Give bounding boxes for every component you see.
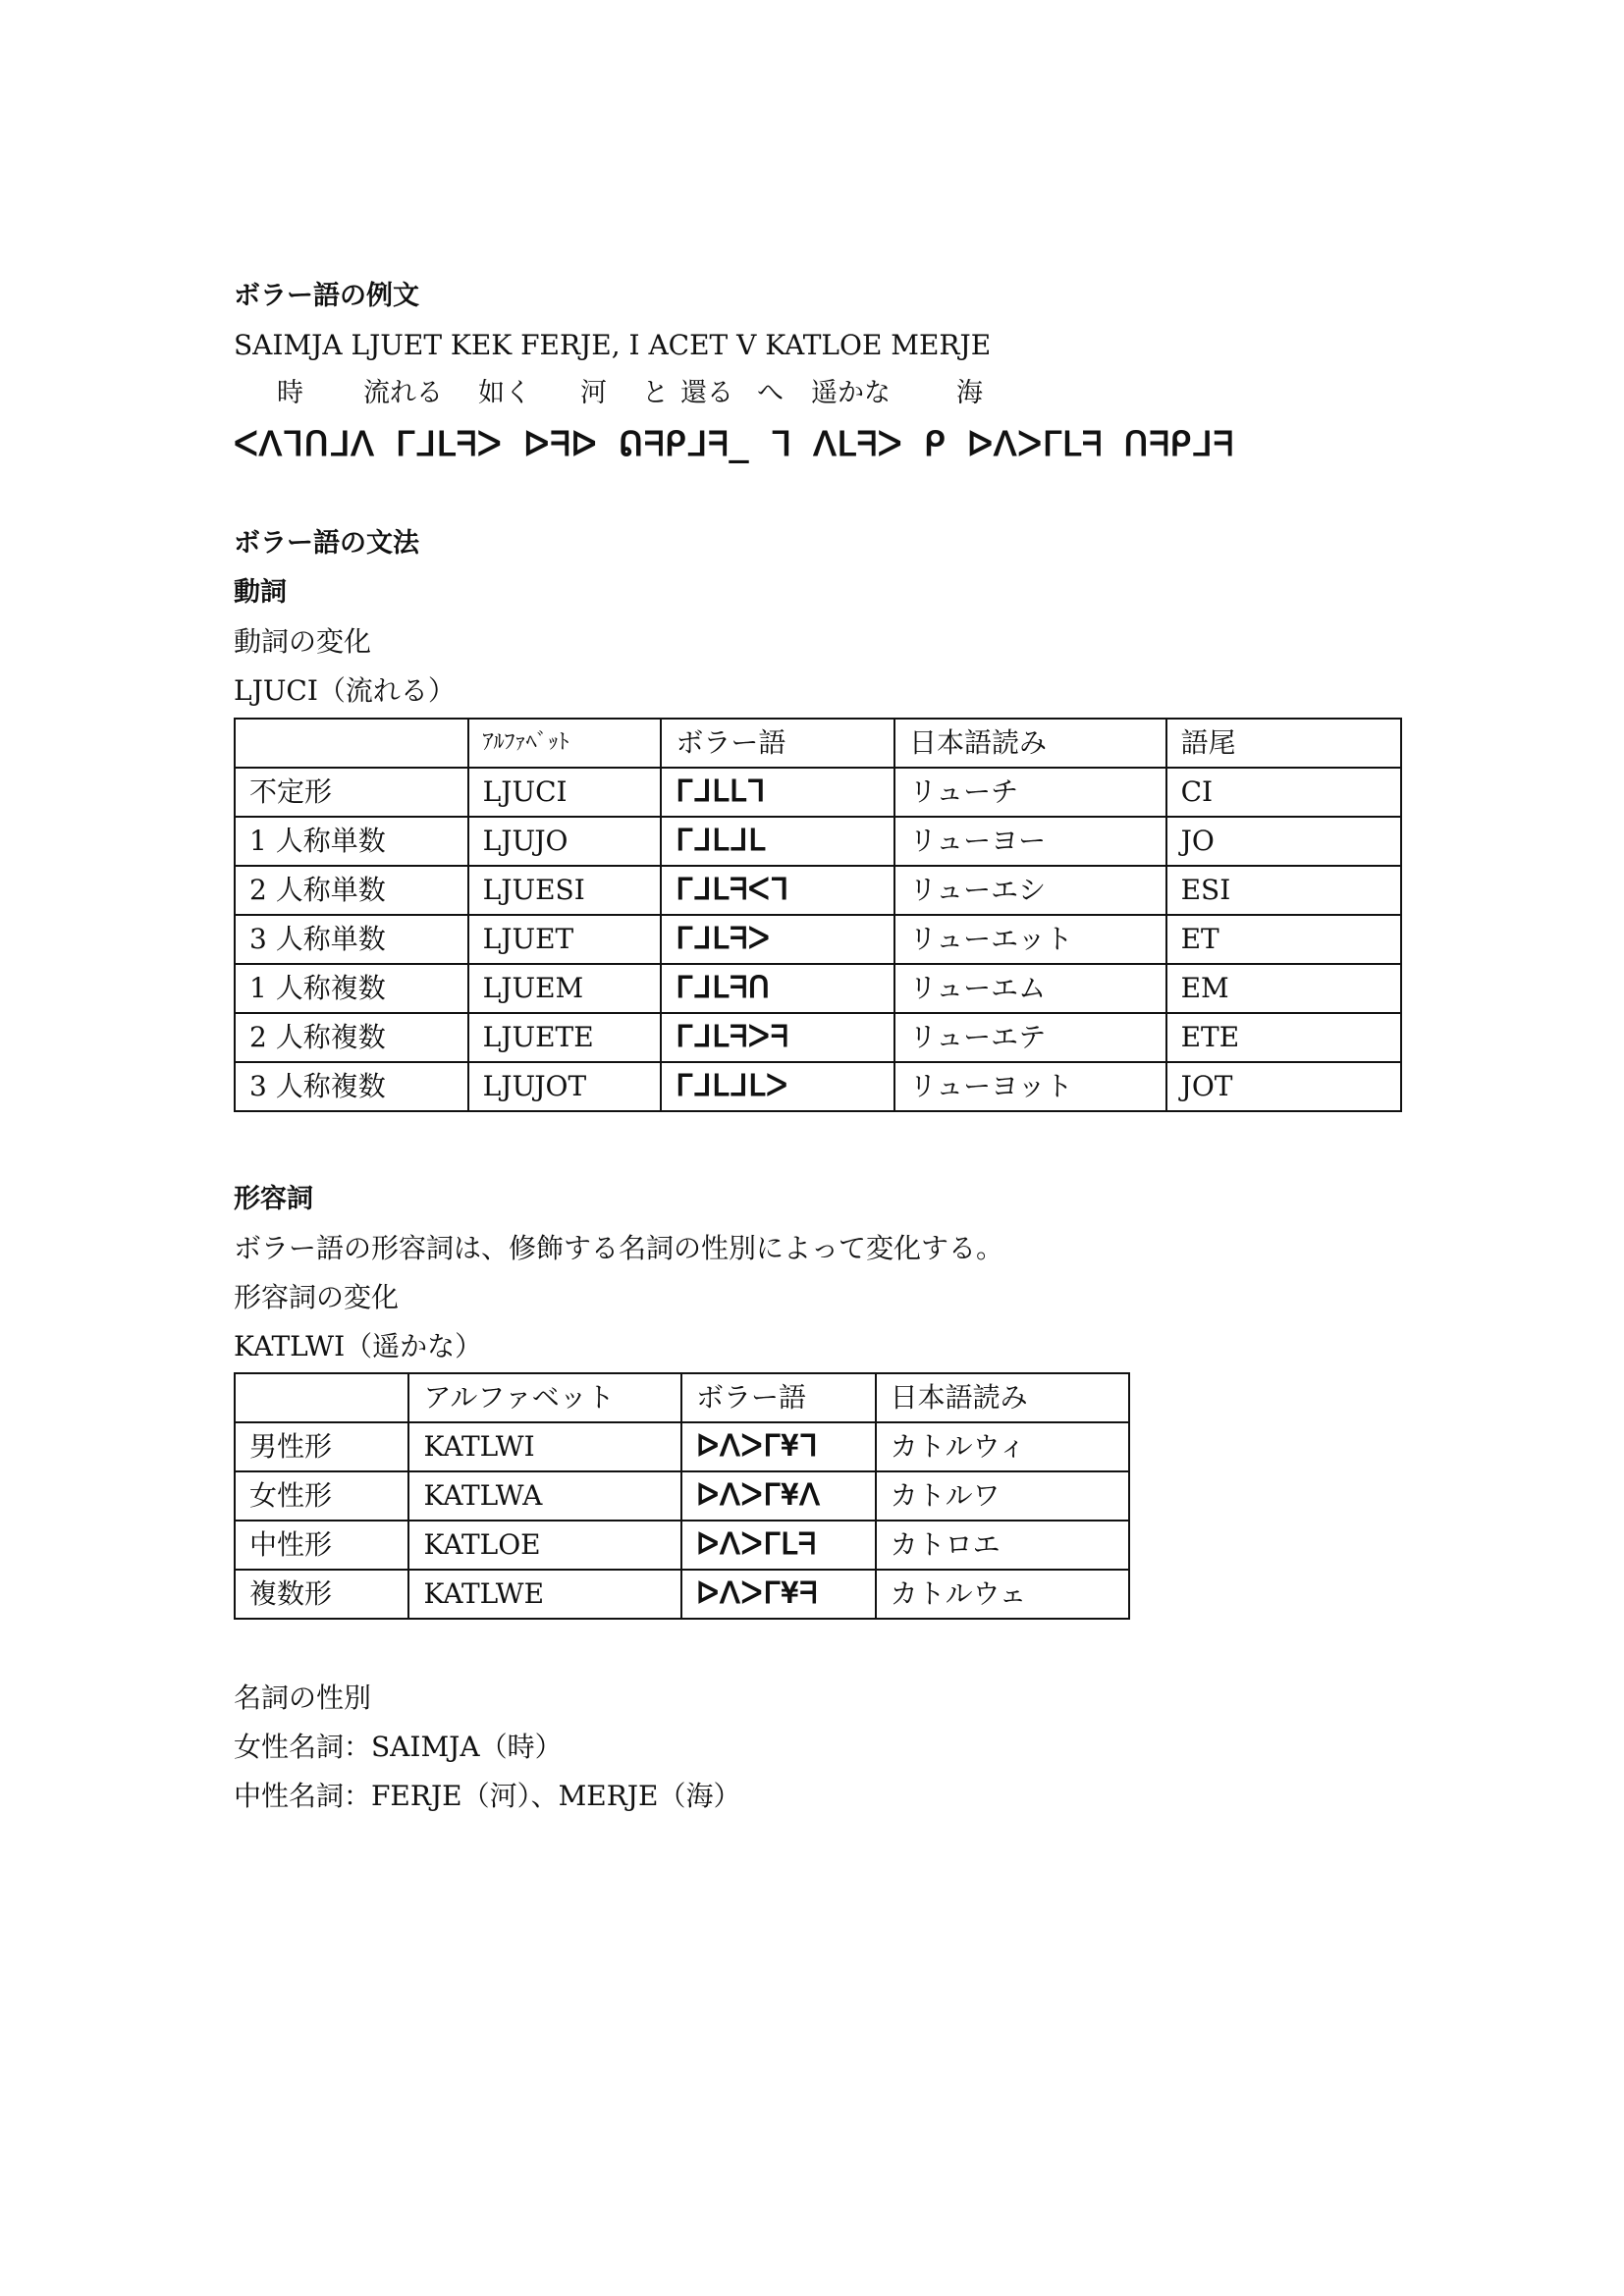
adj-heading: 形容詞: [234, 1184, 313, 1214]
table-row: [235, 866, 1401, 915]
alphabet-cell: LJUET: [468, 915, 662, 964]
table-row: [235, 1062, 1401, 1111]
reading-cell: リューヨー: [894, 817, 1166, 866]
alphabet-cell: LJUETE: [468, 1013, 662, 1062]
gloss-word: と: [642, 378, 669, 408]
bora-script-cell: ᐅᐱᐳᒥ¥ᐱ: [681, 1471, 876, 1521]
alphabet-cell: KATLOE: [408, 1521, 681, 1570]
header-cell: ｱﾙﾌｧﾍﾞｯﾄ: [468, 719, 662, 768]
grammar-heading: ボラー語の文法: [234, 528, 419, 559]
ending-cell: ET: [1166, 915, 1401, 964]
table-header-row: [235, 1373, 1129, 1422]
bora-script-cell: ᒥᒧᒪᖷᐸᒣ: [661, 866, 894, 915]
reading-cell: カトロエ: [876, 1521, 1129, 1570]
alphabet-cell: LJUESI: [468, 866, 662, 915]
form-cell: 女性形: [235, 1471, 408, 1521]
alphabet-cell: KATLWA: [408, 1471, 681, 1521]
verb-conjugation-table: [234, 718, 1402, 1112]
adj-example: KATLWI（遥かな）: [234, 1330, 483, 1362]
ending-cell: CI: [1166, 768, 1401, 817]
form-cell: 2 人称単数: [235, 866, 468, 915]
gloss-word: 還る: [680, 378, 733, 408]
form-cell: 1 人称単数: [235, 817, 468, 866]
gloss-word: 河: [580, 378, 607, 408]
ending-cell: ETE: [1166, 1013, 1401, 1062]
bora-script-cell: ᒥᒧᒪᒧᒪ: [661, 817, 894, 866]
adjective-inflection-table: [234, 1372, 1130, 1620]
bora-script-cell: ᒥᒧᒪᒧᒪᐳ: [661, 1062, 894, 1111]
reading-cell: リューエット: [894, 915, 1166, 964]
alphabet-cell: LJUEM: [468, 964, 662, 1013]
bora-script-cell: ᐅᐱᐳᒥᒪᖷ: [681, 1521, 876, 1570]
ending-cell: EM: [1166, 964, 1401, 1013]
noun-gender-heading: 名詞の性別: [234, 1682, 372, 1714]
verb-heading: 動詞: [234, 577, 287, 608]
verb-subheading: 動詞の変化: [234, 625, 372, 658]
table-row: [235, 1521, 1129, 1570]
gloss-word: 如く: [478, 378, 531, 408]
form-cell: 複数形: [235, 1570, 408, 1619]
header-cell: [235, 1373, 408, 1422]
form-cell: 3 人称複数: [235, 1062, 468, 1111]
gloss-word: 遥かな: [811, 378, 891, 408]
verb-example: LJUCI（流れる）: [234, 674, 456, 707]
gloss-word: 流れる: [363, 378, 443, 408]
gloss-word: 時: [277, 378, 303, 408]
header-cell: ボラー語: [681, 1373, 876, 1422]
alphabet-cell: KATLWE: [408, 1570, 681, 1619]
gloss-word: へ: [757, 378, 784, 408]
ending-cell: JOT: [1166, 1062, 1401, 1111]
table-row: [235, 1013, 1401, 1062]
reading-cell: カトルウィ: [876, 1422, 1129, 1471]
bora-script-cell: ᐅᐱᐳᒥ¥ᖷ: [681, 1570, 876, 1619]
alphabet-cell: LJUCI: [468, 768, 662, 817]
alphabet-cell: LJUJOT: [468, 1062, 662, 1111]
header-cell: [235, 719, 468, 768]
form-cell: 中性形: [235, 1521, 408, 1570]
example-sentence-latin: SAIMJA LJUET KEK FERJE, I ACET V KATLOE MERJE: [234, 329, 992, 361]
neuter-nouns: 中性名詞：FERJE（河）、MERJE（海）: [234, 1780, 741, 1812]
table-row: [235, 1422, 1129, 1471]
table-row: [235, 964, 1401, 1013]
table-header-row: [235, 719, 1401, 768]
reading-cell: リューエシ: [894, 866, 1166, 915]
feminine-nouns: 女性名詞：SAIMJA（時）: [234, 1731, 563, 1763]
reading-cell: リューエム: [894, 964, 1166, 1013]
table-row: [235, 1471, 1129, 1521]
header-cell: 語尾: [1166, 719, 1401, 768]
example-sentence-script: ᐸᐱᒣᑎᒧᐱ ᒥᒧᒪᖷᐳ ᐅᖷᐅ ᕠᖷᑭᒧᖷ_ ᒣ ᐱᒪᖷᐳ ᑭ ᐅᐱᐳᒥᒪᖷ ᑎᖷᑭᒧᖷ: [234, 425, 1234, 464]
bora-script-cell: ᒥᒧᒪᖷᑎ: [661, 964, 894, 1013]
bora-script-cell: ᒥᒧᒪᖷᐳ: [661, 915, 894, 964]
ending-cell: ESI: [1166, 866, 1401, 915]
adj-subheading: 形容詞の変化: [234, 1281, 400, 1313]
form-cell: 男性形: [235, 1422, 408, 1471]
form-cell: 2 人称複数: [235, 1013, 468, 1062]
table-row: [235, 817, 1401, 866]
alphabet-cell: LJUJO: [468, 817, 662, 866]
reading-cell: カトルワ: [876, 1471, 1129, 1521]
reading-cell: リューエテ: [894, 1013, 1166, 1062]
adj-description: ボラー語の形容詞は、修飾する名詞の性別によって変化する。: [234, 1232, 1004, 1264]
reading-cell: カトルウェ: [876, 1570, 1129, 1619]
bora-script-cell: ᒥᒧᒪᖷᐳᖷ: [661, 1013, 894, 1062]
alphabet-cell: KATLWI: [408, 1422, 681, 1471]
bora-script-cell: ᒥᒧᒪᒪᒣ: [661, 768, 894, 817]
example-heading: ボラー語の例文: [234, 281, 419, 311]
gloss-word: 海: [956, 378, 983, 408]
header-cell: 日本語読み: [894, 719, 1166, 768]
bora-script-cell: ᐅᐱᐳᒥ¥ᒣ: [681, 1422, 876, 1471]
header-cell: ボラー語: [661, 719, 894, 768]
table-row: [235, 768, 1401, 817]
reading-cell: リューヨット: [894, 1062, 1166, 1111]
ending-cell: JO: [1166, 817, 1401, 866]
header-cell: アルファベット: [408, 1373, 681, 1422]
reading-cell: リューチ: [894, 768, 1166, 817]
form-cell: 3 人称単数: [235, 915, 468, 964]
table-row: [235, 1570, 1129, 1619]
form-cell: 不定形: [235, 768, 468, 817]
form-cell: 1 人称複数: [235, 964, 468, 1013]
table-row: [235, 915, 1401, 964]
header-cell: 日本語読み: [876, 1373, 1129, 1422]
